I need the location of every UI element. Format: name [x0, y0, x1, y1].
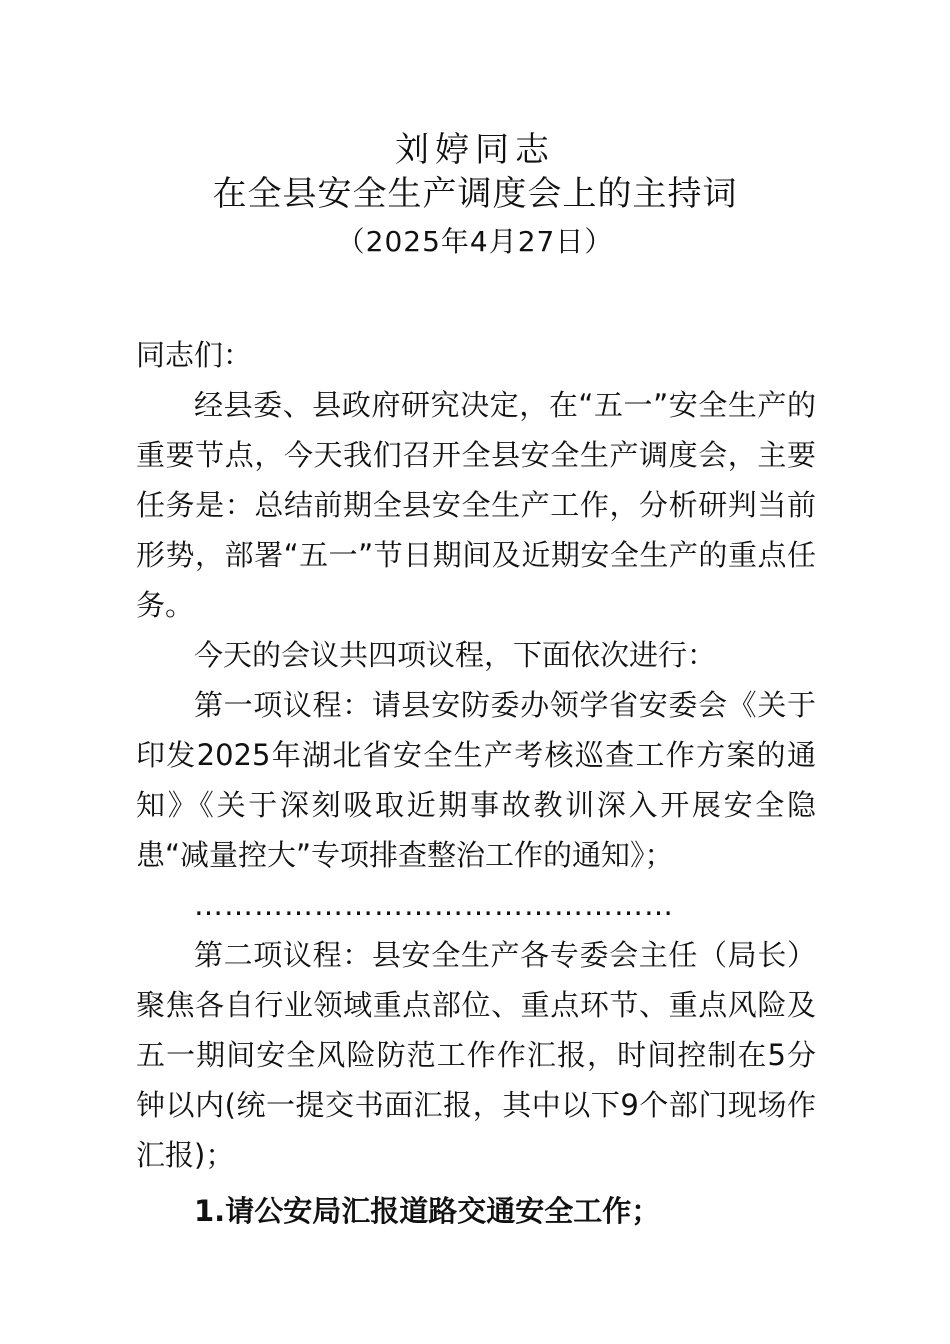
speaker-name-title: 刘婷同志 [395, 130, 555, 170]
list-item-police-report: 1.请公安局汇报道路交通安全工作； [194, 1194, 661, 1228]
salutation: 同志们： [136, 338, 253, 372]
document-body [136, 330, 816, 1236]
paragraph-agenda-intro: 今天的会议共四项议程，下面依次进行： [194, 638, 717, 672]
document-main-title: 在全县安全生产调度会上的主持词 [212, 174, 738, 214]
document-title-block [0, 128, 950, 262]
paragraph-agenda-item-2: 第二项议程：县安全生产各专委会主任（局长）聚焦各自行业领域重点部位、重点环节、重点风险及五一期间安全风险防范工作作汇报，时间控制在5分钟以内(统一提交书面汇报，其中以下9个部门现场作汇报)； [136, 938, 816, 1172]
paragraph-opening: 经县委、县政府研究决定，在“五一”安全生产的重要节点，今天我们召开全县安全生产调度会，主要任务是：总结前期全县安全生产工作，分析研判当前形势，部署“五一”节日期间及近期安全生产的重点任务。 [136, 388, 816, 622]
ellipsis-line: ………………………………………… [194, 888, 674, 922]
paragraph-agenda-item-1: 第一项议程：请县安防委办领学省安委会《关于印发2025年湖北省安全生产考核巡查工作方案的通知》《关于深刻吸取近期事故教训深入开展安全隐患“减量控大”专项排查整治工作的通知》； [136, 688, 816, 872]
document-date: （2025年4月27日） [336, 225, 614, 258]
